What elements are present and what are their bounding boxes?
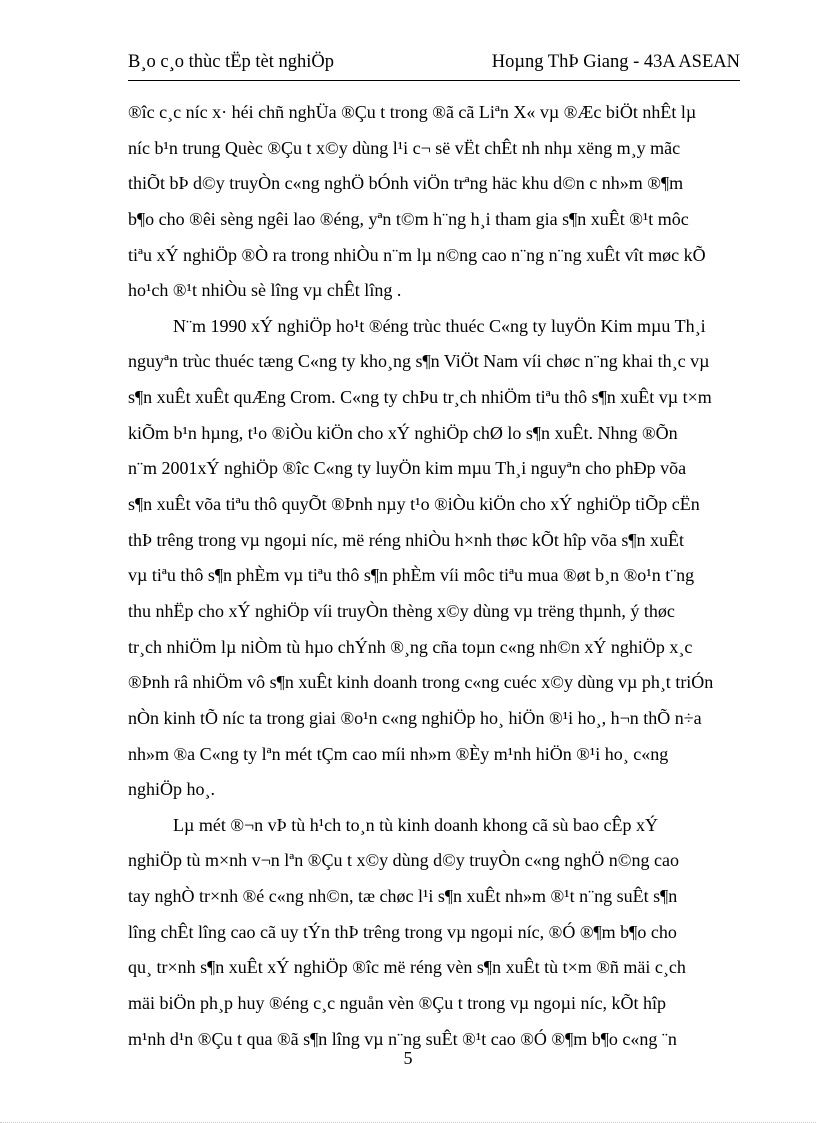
text-line: nh»m ®a C«ng ty lªn mét tÇm cao míi nh»m ®Èy m¹nh hiÖn ®¹i ho¸ c«ng (128, 743, 669, 764)
text-line: ®îc c¸c níc x· héi chñ nghÜa ®Çu t trong ®ã cã Liªn X« vµ ®Æc biÖt nhÊt lµ (128, 102, 697, 122)
text-line: tr¸ch nhiÖm lµ niÒm tù hµo chÝnh ®¸ng cña toµn c«ng nh©n xÝ nghiÖp x¸c (128, 636, 693, 657)
text-line: tay nghÒ tr×nh ®é c«ng nh©n, tæ chøc l¹i s¶n xuÊt nh»m ®¹t n¨ng suÊt s¶n (128, 886, 678, 907)
text-line: n¨m 2001xÝ nghiÖp ®îc C«ng ty luyÖn kim mµu Th¸i nguyªn cho phÐp võa (128, 458, 687, 479)
text-line: m¹nh d¹n ®Çu t qua ®ã s¶n lîng vµ n¨ng suÊt ®¹t cao ®Ó ®¶m b¶o c«ng ¨n (128, 1028, 677, 1049)
text-line: tiªu xÝ nghiÖp ®Ò ra trong nhiÒu n¨m lµ n©ng cao n¨ng n¨ng xuÊt vît møc kÕ (128, 244, 706, 265)
text-line: nguyªn trùc thuéc tæng C«ng ty kho¸ng s¶n ViÖt Nam víi chøc n¨ng khai th¸c vµ (128, 351, 710, 372)
text-line: mäi biÖn ph¸p huy ®éng c¸c nguån vèn ®Çu t trong vµ ngoµi níc, kÕt hîp (128, 993, 667, 1014)
text-line: s¶n xuÊt xuÊt quÆng Crom. C«ng ty chÞu tr¸ch nhiÖm tiªu thô s¶n xuÊt vµ t×m (128, 387, 712, 408)
text-line: vµ tiªu thô s¶n phÈm vµ tiªu thô s¶n phÈm víi môc tiªu mua ®øt b¸n ®o¹n t¨ng (128, 565, 695, 586)
paragraph-start-line: Lµ mét ®¬n vÞ tù h¹ch to¸n tù kinh doanh khong cã sù bao cÊp xÝ (173, 814, 659, 835)
page-number: 5 (403, 1048, 413, 1068)
text-line: níc b¹n trung Quèc ®Çu t x©y dùng l¹i c¬ së vËt chÊt nh nhµ xëng m¸y mãc (128, 137, 681, 158)
text-line: nÒn kinh tÕ níc ta trong giai ®o¹n c«ng nghiÖp ho¸ hiÖn ®¹i ho¸, h¬n thÕ n÷a (128, 707, 702, 728)
text-line: ho¹ch ®¹t nhiÒu sè lîng vµ chÊt lîng . (128, 280, 402, 301)
body-text (128, 95, 740, 1057)
text-line: lîng chÊt lîng cao cã uy tÝn thÞ trêng trong vµ ngoµi níc, ®Ó ®¶m b¶o cho (128, 921, 677, 942)
header-report-title: B¸o c¸o thùc tËp tèt nghiÖp (128, 52, 335, 72)
text-line: qu¸ tr×nh s¶n xuÊt xÝ nghiÖp ®îc më réng vèn s¶n xuÊt tù t×m ®ñ mäi c¸ch (128, 957, 686, 978)
header-author: Hoµng ThÞ Giang - 43A ASEAN (491, 52, 740, 72)
text-line: nghiÖp tù m×nh v¬n lªn ®Çu t x©y dùng d©y truyÒn c«ng nghÖ n©ng cao (128, 850, 679, 871)
text-line: s¶n xuÊt võa tiªu thô quyÕt ®Þnh nµy t¹o ®iÒu kiÖn cho xÝ nghiÖp tiÕp cËn (128, 494, 700, 515)
text-line: b¶o cho ®êi sèng ngêi lao ®éng, yªn t©m h¨ng h¸i tham gia s¶n xuÊt ®¹t môc (128, 208, 689, 229)
page-header (128, 50, 740, 81)
text-line: thu nhËp cho xÝ nghiÖp víi truyÒn thèng x©y dùng vµ trëng thµnh, ý thøc (128, 600, 675, 621)
text-line: nghiÖp ho¸. (128, 779, 215, 800)
text-line: thÞ trêng trong vµ ngoµi níc, më réng nhiÒu h×nh thøc kÕt hîp võa s¶n xuÊt (128, 529, 684, 550)
paragraph-start-line: N¨m 1990 xÝ nghiÖp ho¹t ®éng trùc thuéc C«ng ty luyÖn Kim mµu Th¸i (173, 315, 706, 336)
text-line: kiÕm b¹n hµng, t¹o ®iÒu kiÖn cho xÝ nghiÖp chØ lo s¶n xuÊt. Nhng ®Õn (128, 422, 678, 443)
text-line: ®Þnh râ nhiÖm vô s¶n xuÊt kinh doanh trong c«ng cuéc x©y dùng vµ ph¸t triÓn (128, 672, 714, 693)
text-line: thiÕt bÞ d©y truyÒn c«ng nghÖ bÓnh viÖn trªng häc khu d©n c nh»m ®¶m (128, 173, 684, 194)
